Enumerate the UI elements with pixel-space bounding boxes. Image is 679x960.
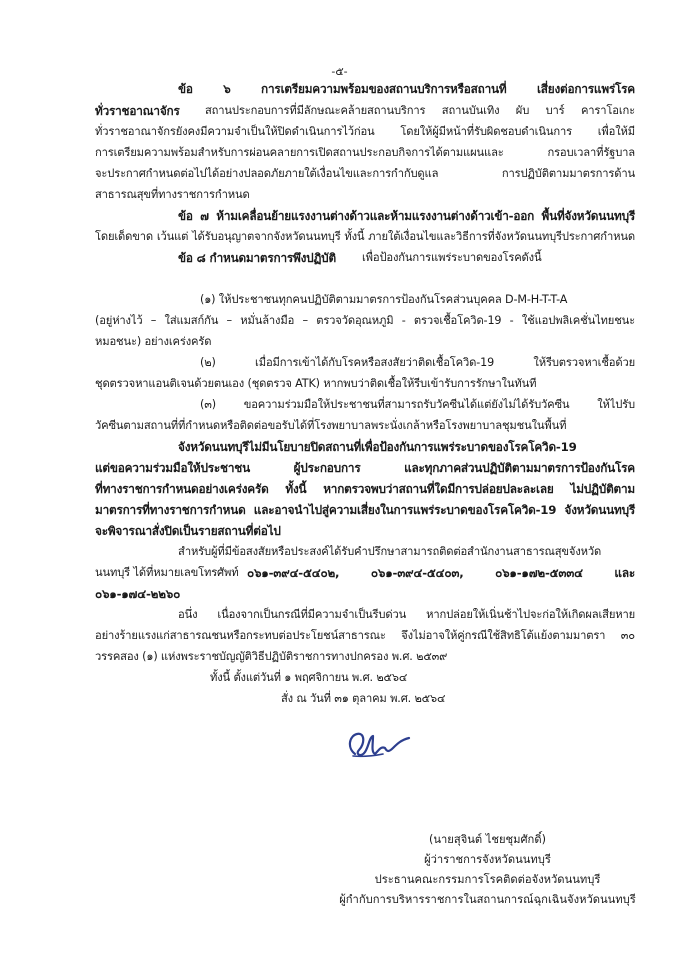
text-line: ทั่วราชอาณาจักรยังคงมีความจำเป็นให้ปิดดำเนินการไว้ก่อน โดยให้ผู้มีหน้าที่รับผิดชอบดำเนินการ เพื่อให้มี	[95, 125, 635, 138]
text-line: (๓) ขอความร่วมมือให้ประชาชนที่สามารถรับวัคซีนได้แต่ยังไม่ได้รับวัคซีน ให้ไปรับ	[200, 398, 635, 411]
text-line: สาธารณสุขที่ทางราชการกำหนด	[95, 188, 250, 201]
text-line: สั่ง ณ วันที่ ๓๑ ตุลาคม พ.ศ. ๒๕๖๔	[281, 692, 446, 705]
text-line: วัคซีนตามสถานที่ที่กำหนดหรือติดต่อขอรับได้ที่โรงพยาบาลพระนั่งเกล้าหรือโรงพยาบาลชุมชนในพื้นที่	[95, 419, 567, 432]
text-line: จะประกาศกำหนดต่อไปได้อย่างปลอดภัยภายใต้เงื่อนไขและการกำกับดูแล การปฏิบัติตามมาตรการด้าน	[95, 167, 635, 180]
text-line: ๐๖๑-๓๙๔-๕๔๐๒, ๐๖๑-๓๙๔-๕๔๐๓, ๐๖๑-๑๗๒-๕๓๓๔ และ	[247, 566, 635, 580]
text-line: โดยเด็ดขาด เว้นแต่ ได้รับอนุญาตจากจังหวัดนนทบุรี ทั้งนี้ ภายใต้เงื่อนไขและวิธีการที่จังหวัดนนทบุรีประกาศกำหนด	[95, 230, 635, 243]
text-line: จะพิจารณาสั่งปิดเป็นรายสถานที่ต่อไป	[95, 524, 281, 538]
text-line: มาตรการที่ทางราชการกำหนด และอาจนำไปสู่ความเสี่ยงในการแพร่ระบาดของโรคโควิด-19 จังหวัดนนทบุรี	[95, 503, 635, 517]
page-number: -๕-	[331, 65, 348, 78]
text-line: (อยู่ห่างไว้ – ใส่แมสก์กัน – หมั่นล้างมือ – ตรวจวัดอุณหภูมิ - ตรวจเชื้อโควิด-19 - ใช้แอปพลิเคชั่นไทยชนะ	[95, 314, 635, 327]
text-line: สถานประกอบการที่มีลักษณะคล้ายสถานบริการ สถานบันเทิง ผับ บาร์ คาราโอเกะ	[205, 104, 635, 117]
text-line: วรรคสอง (๑) แห่งพระราชบัญญัติวิธีปฏิบัติราชการทางปกครอง พ.ศ. ๒๕๓๙	[95, 650, 448, 663]
text-line: (๑) ให้ประชาชนทุกคนปฏิบัติตามมาตรการป้องกันโรคส่วนบุคคล D-M-H-T-T-A	[200, 293, 568, 306]
text-line: หมอชนะ) อย่างเคร่งครัด	[95, 335, 212, 348]
text-line: แต่ขอความร่วมมือให้ประชาชน ผู้ประกอบการ และทุกภาคส่วนปฏิบัติตามมาตรการป้องกันโรค	[95, 461, 635, 475]
handwritten-signature	[343, 726, 415, 770]
text-line: ทั่วราชอาณาจักร	[95, 104, 180, 118]
signer-committee-title: ประธานคณะกรรมการโรคติดต่อจังหวัดนนทบุรี	[374, 873, 601, 886]
text-line: ข้อ ๖ การเตรียมความพร้อมของสถานบริการหรือสถานที่ เสี่ยงต่อการแพร่โรค	[178, 82, 635, 96]
text-line: ๐๖๑-๑๗๔-๒๒๖๐	[95, 587, 181, 601]
text-line: อนึ่ง เนื่องจากเป็นกรณีที่มีความจำเป็นรีบด่วน หากปล่อยให้เนิ่นช้าไปจะก่อให้เกิดผลเสียหาย	[178, 608, 635, 621]
signer-name: (นายสุจินต์ ไชยชุมศักดิ์)	[429, 833, 546, 846]
text-line: ชุดตรวจหาแอนติเจนด้วยตนเอง (ชุดตรวจ ATK) หากพบว่าติดเชื้อให้รีบเข้ารับการรักษาในทันที	[95, 377, 537, 390]
text-line: นนทบุรี ได้ที่หมายเลขโทรศัพท์	[95, 566, 239, 579]
text-line: จังหวัดนนทบุรีไม่มีนโยบายปิดสถานที่เพื่อป้องกันการแพร่ระบาดของโรคโควิด-19	[178, 440, 577, 454]
text-line: ข้อ ๗ ห้ามเคลื่อนย้ายแรงงานต่างด้าวและห้ามแรงงานต่างด้าวเข้า-ออก พื้นที่จังหวัดนนทบุรี	[178, 209, 635, 223]
text-line: อย่างร้ายแรงแก่สาธารณชนหรือกระทบต่อประโยชน์สาธารณะ จึงไม่อาจให้คู่กรณีใช้สิทธิโต้แย้งตามมาตรา ๓๐	[95, 629, 635, 642]
text-line: สำหรับผู้ที่มีข้อสงสัยหรือประสงค์ได้รับคำปรึกษาสามารถติดต่อสำนักงานสาธารณสุขจังหวัด	[178, 545, 602, 558]
text-line: ที่ทางราชการกำหนดอย่างเคร่งครัด ทั้งนี้ หากตรวจพบว่าสถานที่ใดมีการปล่อยปละละเลย ไม่ปฏิบัติตาม	[95, 482, 635, 496]
text-line: (๒) เมื่อมีการเข้าได้กับโรคหรือสงสัยว่าติดเชื้อโควิด-19 ให้รีบตรวจหาเชื้อด้วย	[200, 356, 635, 369]
text-line: เพื่อป้องกันการแพร่ระบาดของโรคดังนี้	[362, 251, 542, 264]
signer-position: ผู้ว่าราชการจังหวัดนนทบุรี	[424, 853, 551, 866]
text-line: ทั้งนี้ ตั้งแต่วันที่ ๑ พฤศจิกายน พ.ศ. ๒๕๖๔	[210, 671, 408, 684]
text-line: ข้อ ๘ กำหนดมาตรการพึงปฏิบัติ	[178, 251, 336, 265]
signer-emergency-title: ผู้กำกับการบริหารราชการในสถานการณ์ฉุกเฉินจังหวัดนนทบุรี	[339, 893, 636, 906]
text-line: การเตรียมความพร้อมสำหรับการผ่อนคลายการเปิดสถานประกอบกิจการได้ตามแผนและ กรอบเวลาที่รัฐบาล	[95, 146, 635, 159]
